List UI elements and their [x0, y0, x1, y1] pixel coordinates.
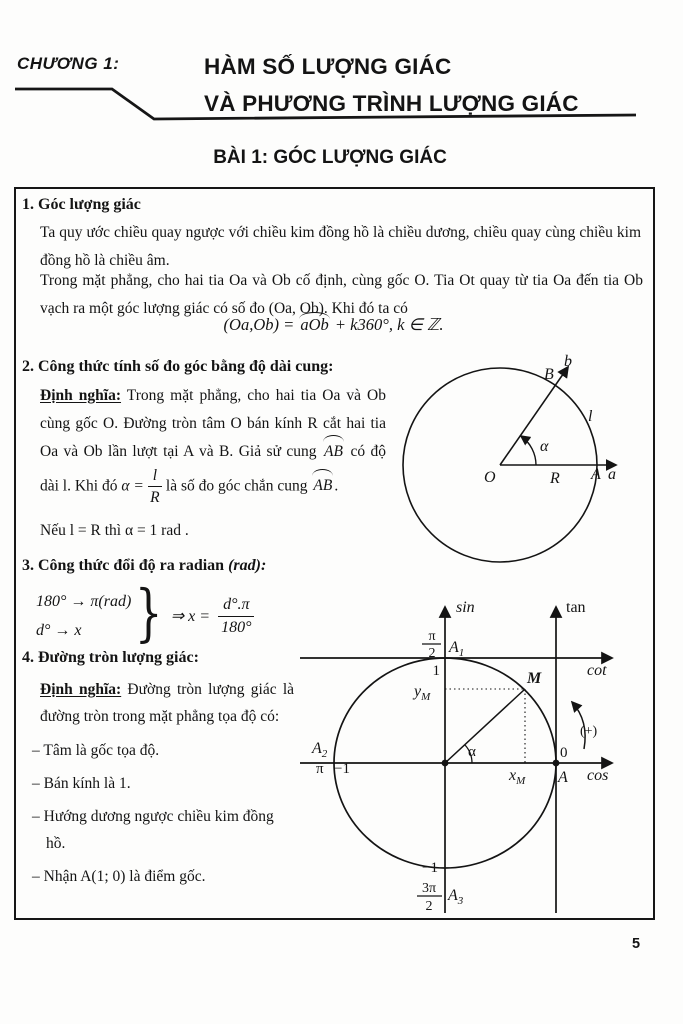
section4-definition [40, 676, 294, 730]
label-minus-one-bottom: −1 [422, 860, 438, 876]
fraction-denominator: 180° [221, 618, 252, 636]
conversion-lines [36, 587, 131, 645]
label-alpha: α [540, 438, 549, 455]
label-xM: $x_M$ [509, 767, 526, 787]
arc-AB-1: AB [322, 438, 345, 466]
section3-heading-italic: (rad): [228, 557, 267, 574]
list-item: – Nhận A(1; 0) là điểm gốc. [32, 868, 206, 885]
label-O: O [484, 469, 496, 486]
alpha-arc-arrow [521, 436, 536, 465]
section2-definition [40, 382, 386, 545]
angle-arc-diagram [384, 349, 652, 597]
tan-label: tan [566, 599, 586, 616]
three-pi-over-2-numerator: 3π [421, 881, 437, 896]
alpha-equation-lhs: α = [121, 477, 144, 495]
page-number: 5 [632, 936, 641, 952]
list-item: – Bán kính là 1. [32, 775, 131, 792]
section2-heading: 2. Công thức tính số đo góc bằng độ dài cung: [22, 358, 334, 375]
label-R: R [550, 470, 560, 487]
label-alpha: α [468, 744, 476, 760]
fraction-denominator: R [150, 489, 160, 507]
section1-heading: 1. Góc lượng giác [22, 196, 141, 213]
implies-expression: ⇒ x = [170, 608, 211, 625]
brace: } [135, 576, 163, 649]
point-A [553, 760, 560, 767]
unit-circle-diagram [300, 595, 652, 917]
three-pi-over-2-denominator: 2 [425, 899, 433, 914]
cot-label: cot [587, 662, 607, 679]
arc-AB-2: AB [311, 472, 334, 500]
label-one: 1 [432, 663, 440, 679]
pi-over-2-denominator: 2 [428, 646, 436, 661]
label-A-right: A [558, 769, 568, 786]
label-M: M [527, 670, 542, 687]
arc-aOb: aOb [300, 315, 329, 334]
chapter-title-line2: VÀ PHƯƠNG TRÌNH LƯỢNG GIÁC [204, 91, 579, 116]
fraction-l-over-R [148, 466, 162, 508]
section4-heading: 4. Đường tròn lượng giác: [22, 649, 199, 666]
section2-body4: . [334, 477, 339, 495]
ray-Ob [500, 367, 568, 465]
label-b: b [564, 353, 572, 370]
label-minus-one-left: −1 [334, 761, 350, 777]
label-zero: 0 [560, 745, 568, 761]
section1-paragraph1: Ta quy ước chiều quay ngược với chiều kim đồng hồ là chiều dương, chiều quay cùng chiều kim đồng hồ là chiều âm. [40, 224, 641, 269]
cos-label: cos [587, 767, 609, 784]
label-yM: $y_M$ [414, 683, 431, 703]
chapter-title [204, 48, 579, 122]
section3-heading-main: 3. Công thức đổi độ ra radian [22, 557, 229, 574]
section4-column [32, 676, 294, 896]
content-box [14, 187, 655, 920]
section2-note: Nếu l = R thì α = 1 rad . [40, 521, 189, 539]
lesson-title: BÀI 1: GÓC LƯỢNG GIÁC [213, 147, 447, 168]
formula-lhs: (Oa,Ob) = [223, 315, 295, 334]
conversion-line2: d° → x [36, 622, 82, 639]
label-a: a [608, 466, 616, 483]
chapter-label: CHƯƠNG 1: [17, 54, 120, 73]
positive-direction-label: (+) [580, 724, 598, 739]
fraction-numerator: l [148, 466, 162, 487]
chapter-title-line1: HÀM SỐ LƯỢNG GIÁC [204, 54, 452, 79]
fraction-numerator: d°.π [218, 595, 254, 617]
section1-formula [16, 315, 651, 335]
label-B: B [544, 366, 554, 383]
label-A3: $A_3$ [448, 887, 464, 907]
radius-OM [445, 689, 525, 763]
section2-body3: là số đo góc chắn cung [165, 477, 308, 495]
label-A1: $A_1$ [449, 639, 465, 659]
section1-paragraph2: Trong mặt phẳng, cho hai tia Oa và Ob cố định, cùng gốc O. Tia Ot quay từ tia Oa đến tia Ob vạch ra một góc lượng giác có số đo (Oa, Ob). Khi đó ta có [40, 272, 643, 317]
pi-over-2-numerator: π [428, 629, 436, 644]
section4-body: Đường tròn lượng giác là đường tròn trong mặt phẳng tọa độ có: [40, 681, 295, 725]
sin-label: sin [456, 599, 475, 616]
section3-formula [36, 576, 254, 650]
conversion-line1: 180° → π(rad) [36, 593, 132, 610]
section2-body2: có độ dài l. Khi đó [40, 443, 387, 495]
list-item: – Hướng dương ngược chiều kim đồng hồ. [32, 808, 274, 852]
origin-point [442, 760, 449, 767]
definition-label: Định nghĩa: [40, 387, 122, 404]
definition-label: Định nghĩa: [40, 681, 122, 698]
label-pi: π [316, 761, 324, 777]
label-A2: $A_2$ [312, 740, 328, 760]
section2-body1: Trong mặt phẳng, cho hai tia Oa và Ob cùng gốc O. Đường tròn tâm O bán kính R cắt hai tia Oa và Ob lần lượt tại A và B. Giả sử cung [40, 387, 386, 460]
formula-rhs: + k360°, k ∈ ℤ. [334, 315, 444, 334]
list-item: – Tâm là gốc tọa độ. [32, 742, 160, 759]
label-l: l [588, 408, 593, 425]
label-A: A [591, 466, 601, 483]
fraction-degree-to-rad [218, 595, 254, 638]
section3-heading [22, 557, 266, 575]
